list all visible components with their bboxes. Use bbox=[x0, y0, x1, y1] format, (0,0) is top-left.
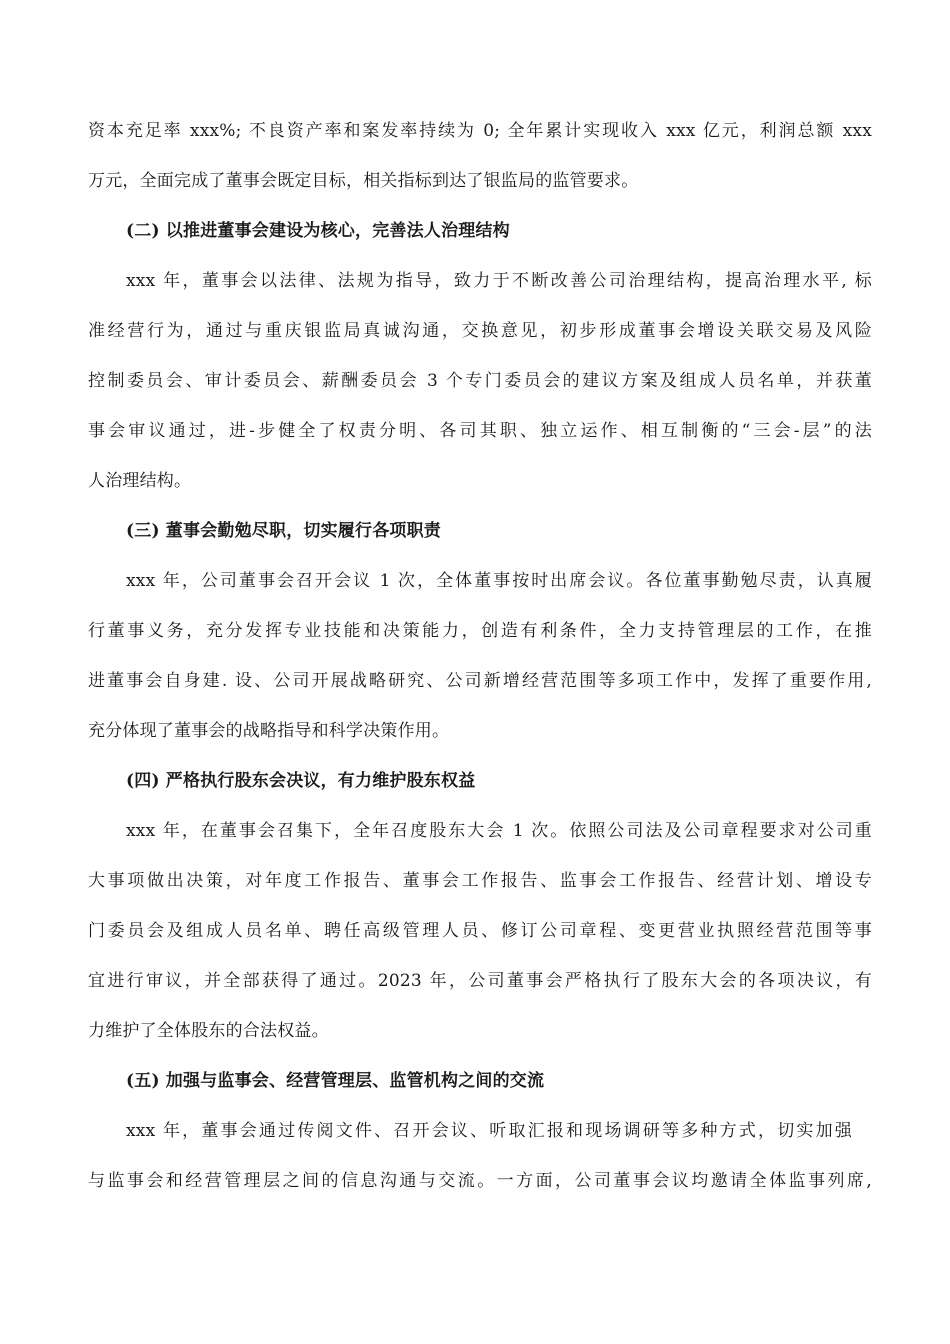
paragraph-5-line-1: xxx 年，董事会通过传阅文件、召开会议、听取汇报和现场调研等多种方式，切实加强 bbox=[126, 1121, 852, 1141]
paragraph-4-line-4: 宜进行审议，并全部获得了通过。2023 年，公司董事会严格执行了股东大会的各项决议，有 bbox=[88, 971, 872, 991]
paragraph-2-line-5: 人治理结构。 bbox=[88, 471, 192, 491]
paragraph-3-line-2: 行董事义务，充分发挥专业技能和决策能力，创造有利条件，全力支持管理层的工作，在推 bbox=[88, 621, 872, 641]
paragraph-2-line-2: 准经营行为，通过与重庆银监局真诚沟通，交换意见，初步形成董事会增设关联交易及风险 bbox=[88, 321, 872, 341]
paragraph-3-line-3: 进董事会自身建. 设、公司开展战略研究、公司新增经营范围等多项工作中，发挥了重要作用, bbox=[88, 671, 872, 691]
paragraph-1-line-2: 万元，全面完成了董事会既定目标，相关指标到达了银监局的监管要求。 bbox=[88, 171, 639, 191]
section-heading-5: (五) 加强与监事会、经营管理层、监管机构之间的交流 bbox=[126, 1071, 545, 1091]
paragraph-3-line-1: xxx 年，公司董事会召开会议 1 次，全体董事按时出席会议。各位董事勤勉尽责，认真履 bbox=[126, 571, 872, 591]
section-heading-2: (二) 以推进董事会建设为核心，完善法人治理结构 bbox=[126, 221, 510, 241]
paragraph-2-line-4: 事会审议通过，进-步健全了权责分明、各司其职、独立运作、相互制衡的“三会-层”的法 bbox=[88, 421, 872, 441]
paragraph-2-line-3: 控制委员会、审计委员会、薪酬委员会 3 个专门委员会的建议方案及组成人员名单，并获董 bbox=[88, 371, 872, 391]
paragraph-5-line-2: 与监事会和经营管理层之间的信息沟通与交流。一方面，公司董事会议均邀请全体监事列席, bbox=[88, 1171, 872, 1191]
paragraph-4-line-1: xxx 年，在董事会召集下，全年召度股东大会 1 次。依照公司法及公司章程要求对公司重 bbox=[126, 821, 872, 841]
paragraph-4-line-2: 大事项做出决策，对年度工作报告、董事会工作报告、监事会工作报告、经营计划、增设专 bbox=[88, 871, 872, 891]
section-heading-4: (四) 严格执行股东会决议，有力维护股东权益 bbox=[126, 771, 476, 791]
paragraph-1-line-1: 资本充足率 xxx%; 不良资产率和案发率持续为 0; 全年累计实现收入 xxx 亿元，利润总额 xxx bbox=[88, 121, 872, 141]
paragraph-4-line-5: 力维护了全体股东的合法权益。 bbox=[88, 1021, 329, 1041]
paragraph-4-line-3: 门委员会及组成人员名单、聘任高级管理人员、修订公司章程、变更营业执照经营范围等事 bbox=[88, 921, 872, 941]
paragraph-3-line-4: 充分体现了董事会的战略指导和科学决策作用。 bbox=[88, 721, 450, 741]
paragraph-2-line-1: xxx 年，董事会以法律、法规为指导，致力于不断改善公司治理结构，提高治理水平, 标 bbox=[126, 271, 872, 291]
section-heading-3: (三) 董事会勤勉尽职，切实履行各项职责 bbox=[126, 521, 442, 541]
